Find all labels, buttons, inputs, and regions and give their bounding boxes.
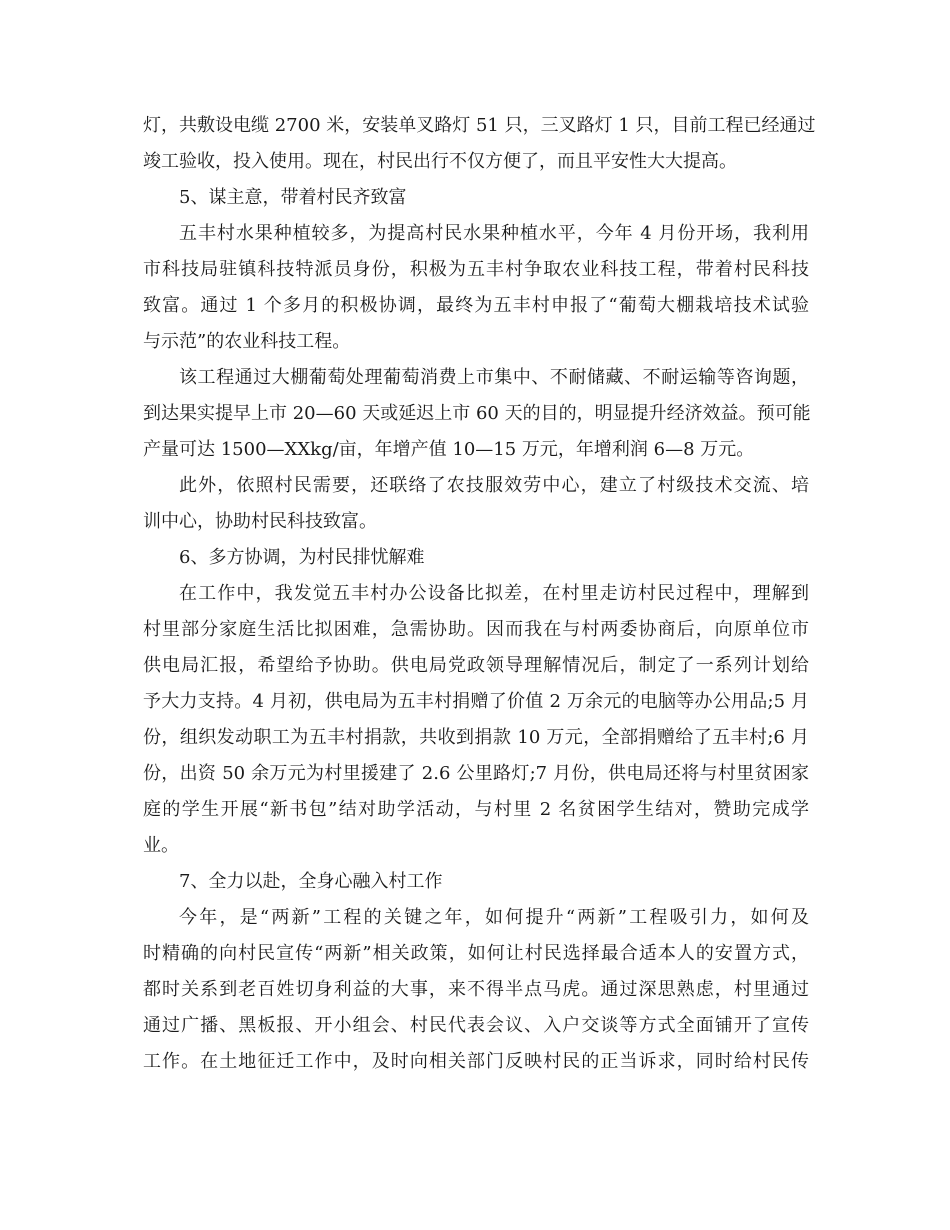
- text-line: 6、多方协调，为村民排忧解难: [179, 547, 425, 568]
- text-line: 5、谋主意，带着村民齐致富: [179, 187, 407, 208]
- text-line: 通过广播、黑板报、开小组会、村民代表会议、入户交谈等方式全面铺开了宣传: [143, 1015, 809, 1036]
- text-line: 份，组织发动职工为五丰村捐款，共收到捐款 10 万元，全部捐赠给了五丰村;6 月: [143, 727, 809, 748]
- text-line: 份，出资 50 余万元为村里援建了 2.6 公里路灯;7 月份，供电局还将与村里贫困家: [143, 763, 809, 784]
- text-line: 产量可达 1500—XXkg/亩，年增产值 10—15 万元，年增利润 6—8 万元。: [143, 439, 755, 460]
- text-line: 灯，共敷设电缆 2700 米，安装单叉路灯 51 只，三叉路灯 1 只，目前工程已经通过: [143, 115, 816, 136]
- text-line: 时精确的向村民宣传“两新”相关政策，如何让村民选择最合适本人的安置方式，: [143, 943, 809, 964]
- text-line: 五丰村水果种植较多，为提高村民水果种植水平，今年 4 月份开场，我利用: [179, 223, 809, 244]
- text-line: 竣工验收，投入使用。现在，村民出行不仅方便了，而且平安性大大提高。: [143, 151, 737, 172]
- text-line: 到达果实提早上市 20—60 天或延迟上市 60 天的目的，明显提升经济效益。预可能: [143, 403, 811, 424]
- text-line: 市科技局驻镇科技特派员身份，积极为五丰村争取农业科技工程，带着村民科技: [143, 259, 809, 280]
- text-line: 庭的学生开展“新书包”结对助学活动，与村里 2 名贫困学生结对，赞助完成学: [143, 799, 809, 820]
- text-line: 今年，是“两新”工程的关键之年，如何提升“两新”工程吸引力，如何及: [179, 907, 809, 928]
- document-body: [143, 108, 816, 1080]
- text-line: 在工作中，我发觉五丰村办公设备比拟差，在村里走访村民过程中，理解到: [179, 583, 809, 604]
- text-line: 与示范”的农业科技工程。: [143, 331, 351, 352]
- text-line: 致富。通过 1 个多月的积极协调，最终为五丰村申报了“葡萄大棚栽培技术试验: [143, 295, 809, 316]
- text-line: 都时关系到老百姓切身利益的大事，来不得半点马虎。通过深思熟虑，村里通过: [143, 979, 809, 1000]
- text-line: 工作。在土地征迁工作中，及时向相关部门反映村民的正当诉求，同时给村民传: [143, 1051, 809, 1072]
- text-line: 该工程通过大棚葡萄处理葡萄消费上市集中、不耐储藏、不耐运输等咨询题，: [179, 367, 809, 388]
- text-line: 业。: [143, 835, 179, 856]
- text-line: 训中心，协助村民科技致富。: [143, 511, 377, 532]
- text-line: 予大力支持。4 月初，供电局为五丰村捐赠了价值 2 万余元的电脑等办公用品;5 月: [143, 691, 809, 712]
- text-line: 供电局汇报，希望给予协助。供电局党政领导理解情况后，制定了一系列计划给: [143, 655, 809, 676]
- text-line: 村里部分家庭生活比拟困难，急需协助。因而我在与村两委协商后，向原单位市: [143, 619, 809, 640]
- text-line: 此外，依照村民需要，还联络了农技服效劳中心，建立了村级技术交流、培: [179, 475, 809, 496]
- text-line: 7、全力以赴，全身心融入村工作: [179, 871, 443, 892]
